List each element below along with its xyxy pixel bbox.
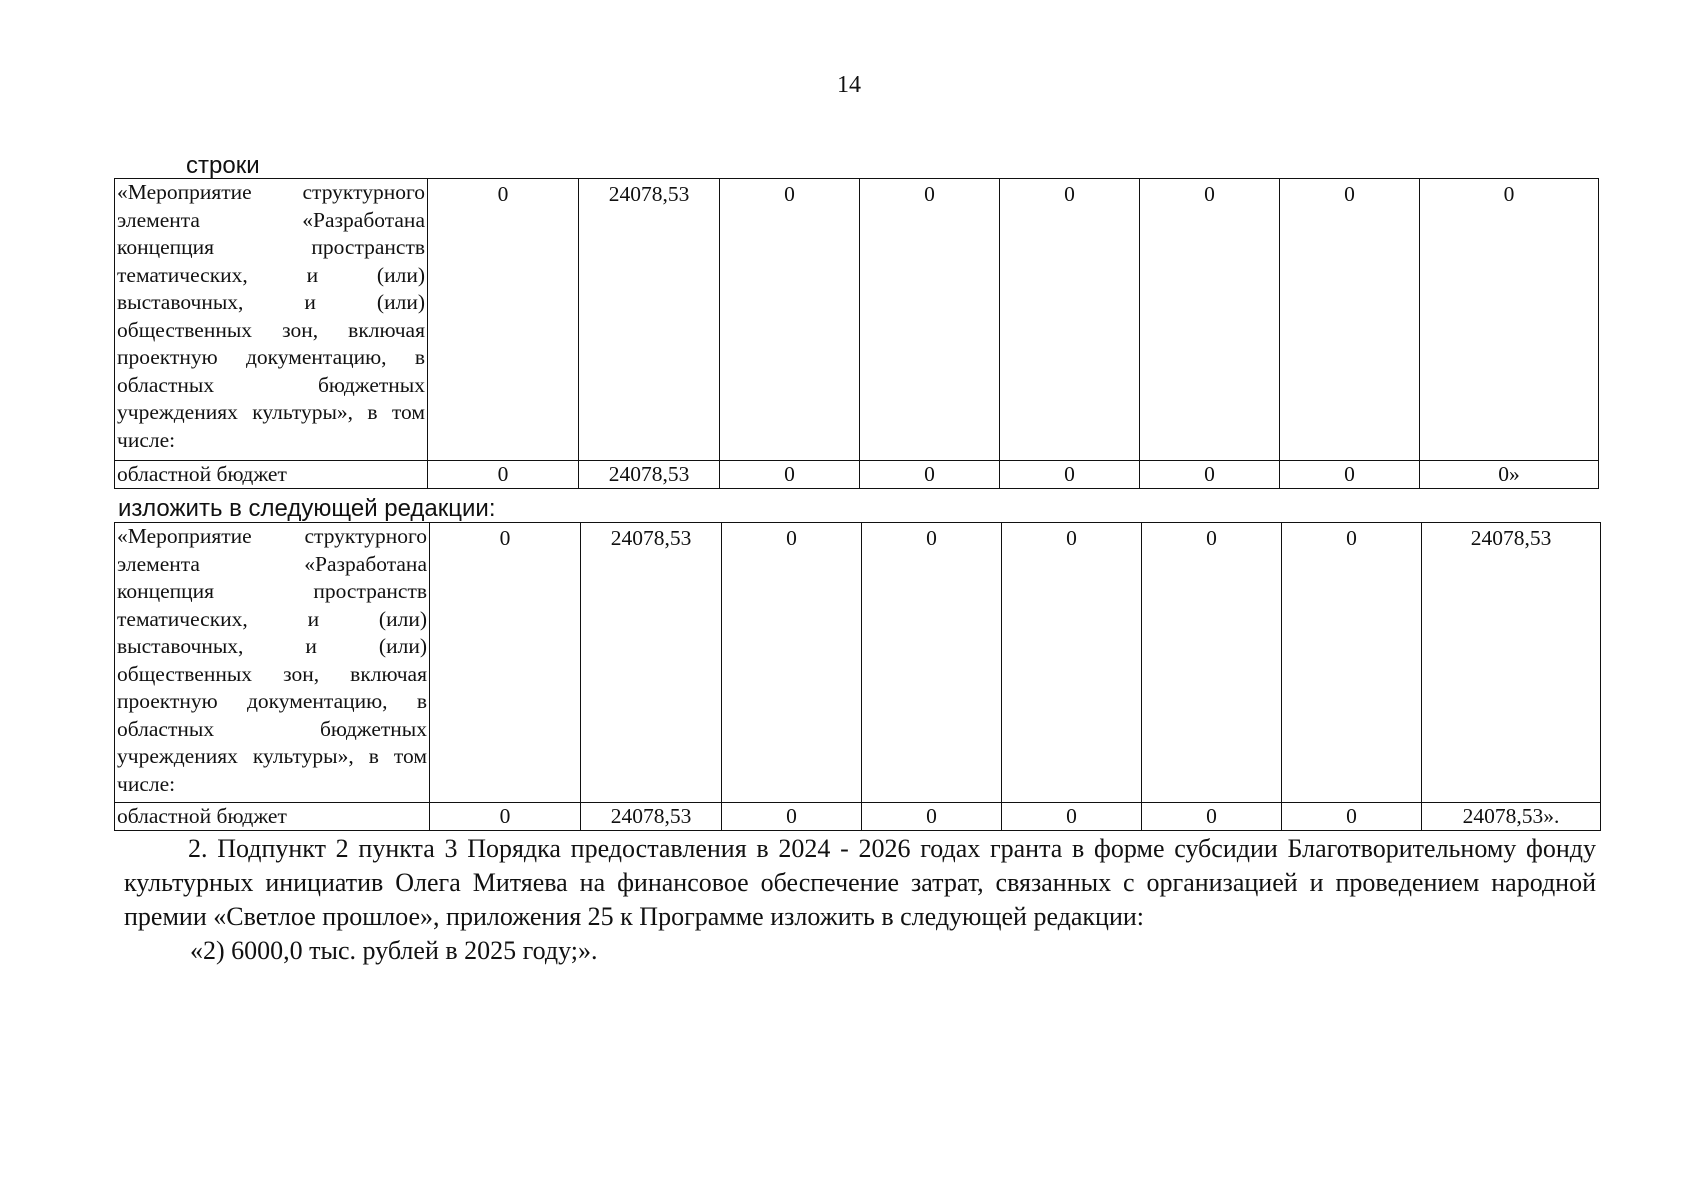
value-cell: 0 (860, 461, 1000, 489)
value-cell: 0 (1000, 461, 1140, 489)
value-cell: 0 (720, 461, 860, 489)
value-cell: 0 (1140, 461, 1280, 489)
table-row-budget (115, 803, 1601, 831)
value-cell: 0 (1280, 179, 1420, 461)
value-cell: 0 (1142, 523, 1282, 803)
value-cell: 0 (860, 179, 1000, 461)
table-row-measure (115, 523, 1601, 803)
value-cell: 24078,53». (1422, 803, 1601, 831)
amendment-paragraph: 2. Подпункт 2 пункта 3 Порядка предоставления в 2024 - 2026 годах гранта в форме субсидии Благотворительному фонду культурных инициатив Олега Митяева на финансовое обеспечение затрат, связанных с организацией и проведением народной премии «Светлое прошлое», приложения 25 к Программе изложить в следующей редакции: (124, 834, 1596, 931)
budget-name-cell: областной бюджет (115, 803, 430, 831)
value-cell: 0 (1000, 179, 1140, 461)
measure-name-cell: «Мероприятие структурного элемента «Разработана концепция пространств тематических, и (или) выставочных, и (или) общественных зон, включая проектную документацию, в областных бюджетных учреждениях культуры», в том числе: (115, 179, 428, 461)
value-cell: 24078,53 (581, 523, 722, 803)
value-cell: 0 (720, 179, 860, 461)
value-cell: 0 (428, 461, 579, 489)
value-cell: 0 (1140, 179, 1280, 461)
value-cell: 0 (862, 803, 1002, 831)
value-cell: 0 (1420, 179, 1599, 461)
caption-rows: строки (186, 152, 260, 179)
value-cell: 0 (1282, 803, 1422, 831)
measure-name-cell: «Мероприятие структурного элемента «Разработана концепция пространств тематических, и (или) выставочных, и (или) общественных зон, включая проектную документацию, в областных бюджетных учреждениях культуры», в том числе: (115, 523, 430, 803)
old-budget-table (114, 178, 1599, 489)
value-cell: 0 (430, 523, 581, 803)
value-cell: 0 (722, 803, 862, 831)
page-number: 14 (837, 72, 861, 98)
value-cell: 24078,53 (579, 461, 720, 489)
caption-new-edition: изложить в следующей редакции: (118, 495, 496, 522)
value-cell: 0 (430, 803, 581, 831)
value-cell: 0 (1280, 461, 1420, 489)
value-cell: 0 (722, 523, 862, 803)
value-cell: 0 (1282, 523, 1422, 803)
value-cell: 0 (1142, 803, 1282, 831)
table-row-measure (115, 179, 1599, 461)
value-cell: 0» (1420, 461, 1599, 489)
value-cell: 24078,53 (579, 179, 720, 461)
value-cell: 24078,53 (1422, 523, 1601, 803)
value-cell: 0 (1002, 803, 1142, 831)
value-cell: 24078,53 (581, 803, 722, 831)
table-row-budget (115, 461, 1599, 489)
value-cell: 0 (862, 523, 1002, 803)
new-budget-table (114, 522, 1601, 831)
value-cell: 0 (428, 179, 579, 461)
amendment-quote: «2) 6000,0 тыс. рублей в 2025 году;». (190, 936, 598, 965)
value-cell: 0 (1002, 523, 1142, 803)
budget-name-cell: областной бюджет (115, 461, 428, 489)
